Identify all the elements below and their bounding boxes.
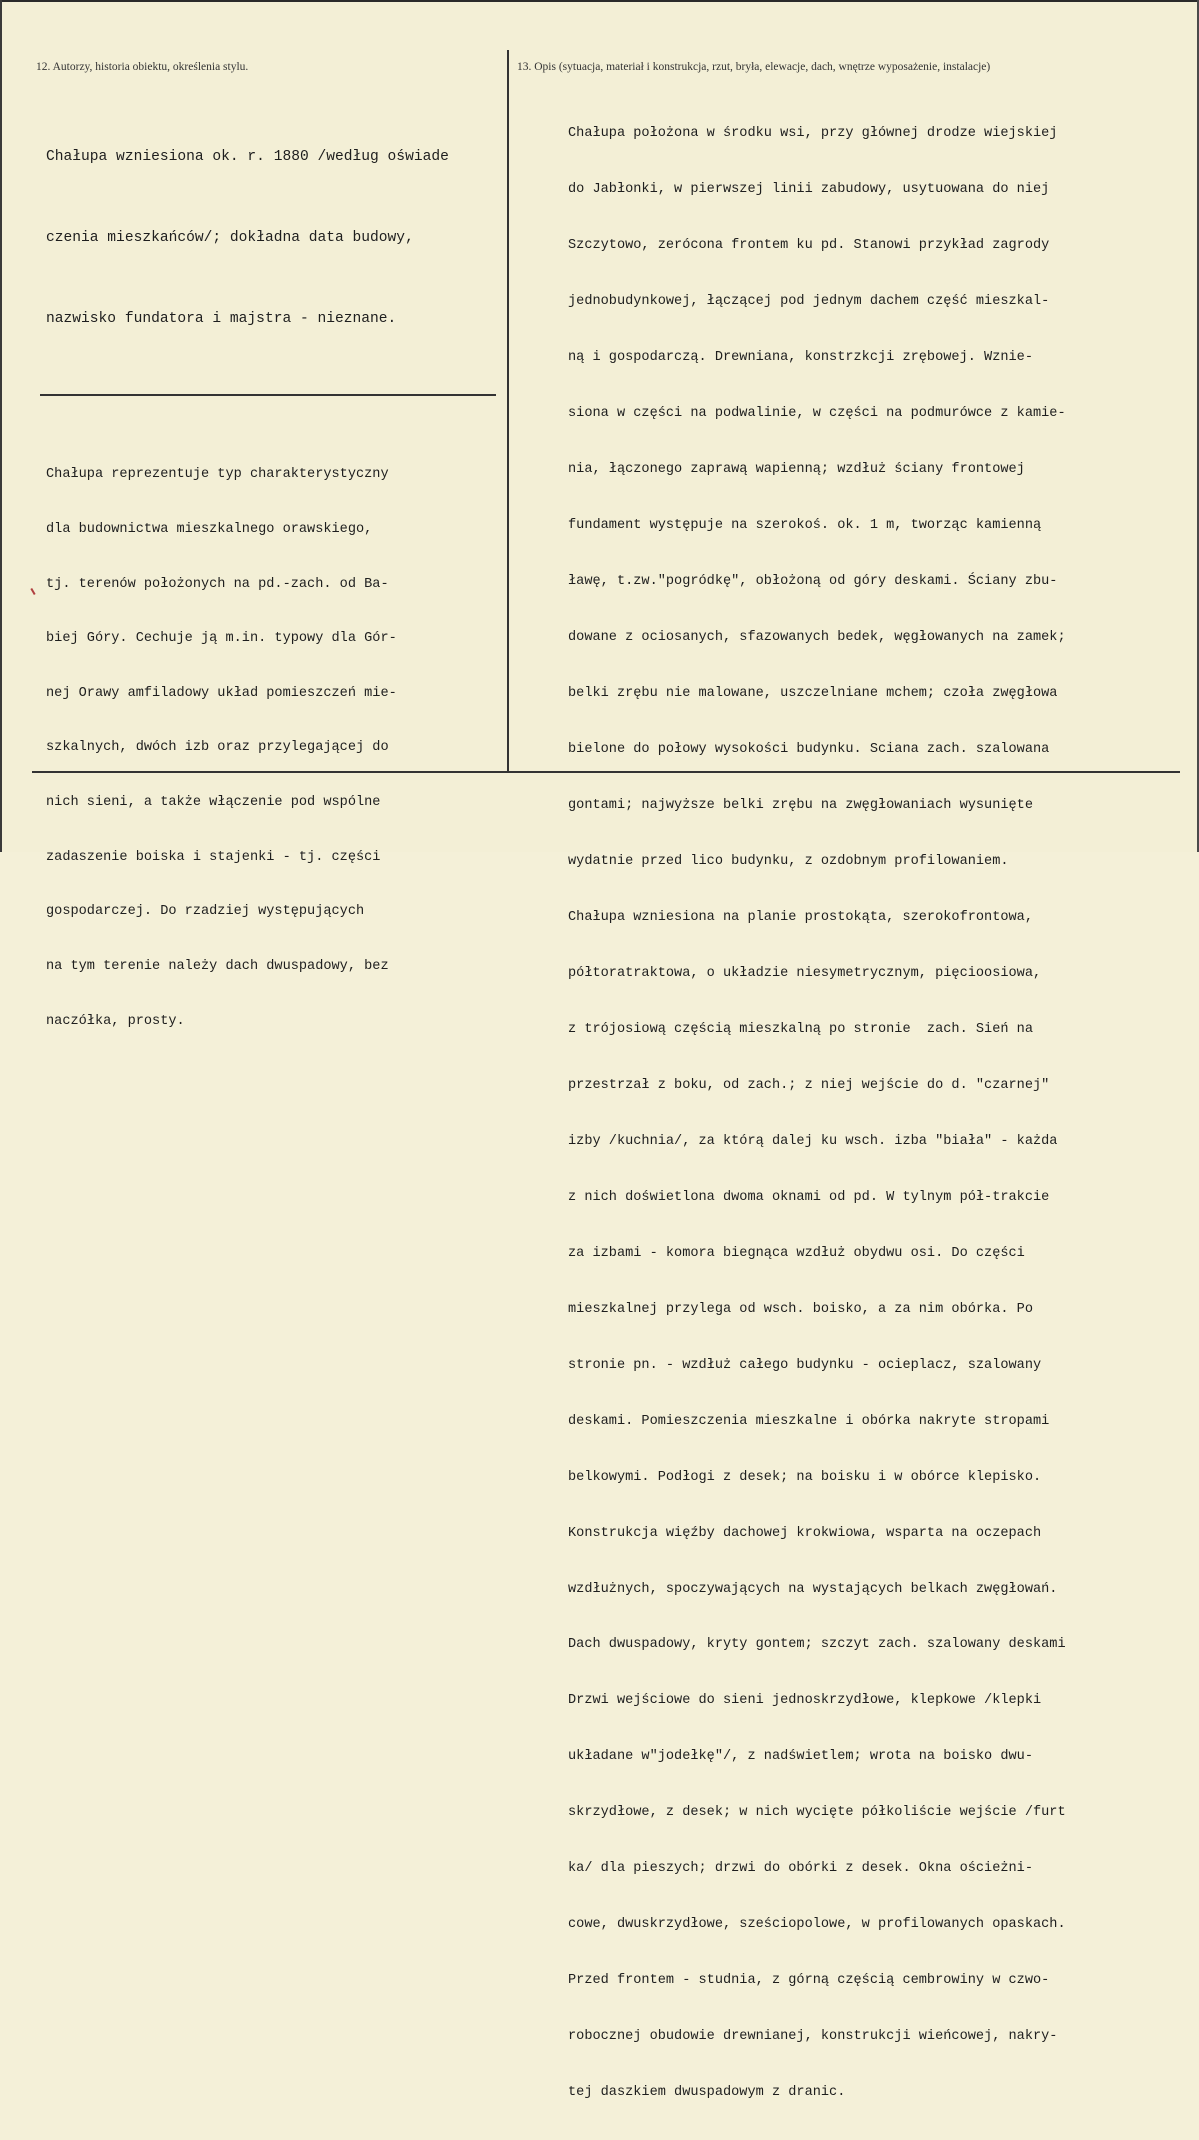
style-note-text [46,430,397,1067]
page-border-top [0,0,1199,2]
text-line: ka/ dla pieszych; drzwi do obórki z desek. Okna ościeżni- [568,1861,1033,1877]
text-line: tej daszkiem dwuspadowym z dranic. [568,2085,846,2101]
authors-history-text [46,90,449,387]
text-line: na tym terenie należy dach dwuspadowy, bez [46,958,389,974]
section-12-heading: 12. Autorzy, historia obiektu, określenia stylu. [36,61,249,73]
text-line: nia, łączonego zaprawą wapienną; wzdłuż ściany frontowej [568,462,1025,478]
text-line: gontami; najwyższe belki zrębu na zwęgłowaniach wysunięte [568,797,1033,813]
text-line: deskami. Pomieszczenia mieszkalne i obórka nakryte stropami [568,1413,1050,1429]
page-border-left [0,0,2,852]
text-line: do Jabłonki, w pierwszej linii zabudowy, usytuowana do niej [568,182,1050,198]
text-line: Przed frontem - studnia, z górną częścią cembrowiny w czwo- [568,1973,1050,1989]
text-line: za izbami - komora biegnąca wzdłuż obydwu osi. Do części [568,1245,1025,1261]
margin-mark [30,588,35,595]
text-line: belkowymi. Podłogi z desek; na boisku i w obórce klepisko. [568,1469,1042,1485]
text-line: skrzydłowe, z desek; w nich wycięte półkoliście wejście /furt [568,1805,1066,1821]
text-line: ną i gospodarczą. Drewniana, konstrzkcji zrębowej. Wznie- [568,350,1033,366]
text-line: zadaszenie boiska i stajenki - tj. części [46,849,381,865]
text-line: biej Góry. Cechuje ją m.in. typowy dla Gór- [46,631,397,647]
text-line: układane w"jodełkę"/, z nadświetlem; wrota na boisko dwu- [568,1749,1033,1765]
text-line: nich sieni, a także włączenie pod wspólne [46,795,381,811]
text-line: stronie pn. - wzdłuż całego budynku - ocieplacz, szalowany [568,1357,1042,1373]
text-line: dla budownictwa mieszkalnego orawskiego, [46,522,373,538]
text-line: tj. terenów położonych na pd.-zach. od Ba- [46,576,389,592]
text-line: Szczytowo, zerócona frontem ku pd. Stanowi przykład zagrody [568,238,1050,254]
text-line: Konstrukcja więźby dachowej krokwiowa, wsparta na oczepach [568,1525,1042,1541]
text-line: z trójosiową częścią mieszkalną po stronie zach. Sień na [568,1021,1033,1037]
text-line: wydatnie przed lico budynku, z ozdobnym profilowaniem. [568,853,1009,869]
text-line: Chałupa wzniesiona na planie prostokąta, szerokofrontowa, [568,909,1033,925]
text-line: Chałupa reprezentuje typ charakterystyczny [46,467,389,483]
text-line: dowane z ociosanych, sfazowanych bedek, węgłowanych na zamek; [568,630,1066,646]
text-line: nazwisko fundatora i majstra - nieznane. [46,311,397,327]
text-line: nej Orawy amfiladowy układ pomieszczeń mie- [46,685,397,701]
text-line: robocznej obudowie drewnianej, konstrukcji wieńcowej, nakry- [568,2029,1058,2045]
left-section-divider [40,394,496,396]
section-13-heading: 13. Opis (sytuacja, materiał i konstrukcja, rzut, bryła, elewacje, dach, wnętrze wyposażenie, instalacje) [517,61,991,73]
text-line: szkalnych, dwóch izb oraz przylegającej do [46,740,389,756]
text-line: cowe, dwuskrzydłowe, sześciopolowe, w profilowanych opaskach. [568,1917,1066,1933]
text-line: bielone do połowy wysokości budynku. Sciana zach. szalowana [568,741,1050,757]
text-line: gospodarczej. Do rzadziej występujących [46,904,365,920]
text-line: przestrzał z boku, od zach.; z niej wejście do d. "czarnej" [568,1077,1050,1093]
text-line: Chałupa położona w środku wsi, przy głównej drodze wiejskiej [568,126,1058,142]
text-line: belki zrębu nie malowane, uszczelniane mchem; czoła zwęgłowa [568,686,1058,701]
text-line: izby /kuchnia/, za którą dalej ku wsch. izba "biała" - każda [568,1133,1058,1149]
text-line: siona w części na podwalinie, w części na podmurówce z kamie- [568,406,1066,422]
text-line: mieszkalnej przylega od wsch. boisko, a za nim obórka. Po [568,1301,1033,1317]
column-divider [507,50,509,772]
text-line: z nich doświetlona dwoma oknami od pd. W tylnym pół-trakcie [568,1189,1050,1205]
text-line: półtoratraktowa, o układzie niesymetrycznym, pięcioosiowa, [568,965,1042,981]
description-text [568,88,1066,2140]
text-line: wzdłużnych, spoczywających na wystających belkach zwęgłowań. [568,1581,1058,1597]
text-line: Chałupa wzniesiona ok. r. 1880 /według oświade [46,149,449,165]
text-line: ławę, t.zw."pogródkę", obłożoną od góry deskami. Ściany zbu- [568,574,1058,590]
text-line: Drzwi wejściowe do sieni jednoskrzydłowe, klepkowe /klepki [568,1693,1042,1709]
text-line: fundament występuje na szerokoś. ok. 1 m, tworząc kamienną [568,518,1042,534]
text-line: naczółka, prosty. [46,1013,185,1029]
text-line: Dach dwuspadowy, kryty gontem; szczyt zach. szalowany deskami [568,1637,1066,1653]
text-line: czenia mieszkańców/; dokładna data budowy, [46,230,414,246]
text-line: jednobudynkowej, łączącej pod jednym dachem część mieszkal- [568,294,1050,310]
